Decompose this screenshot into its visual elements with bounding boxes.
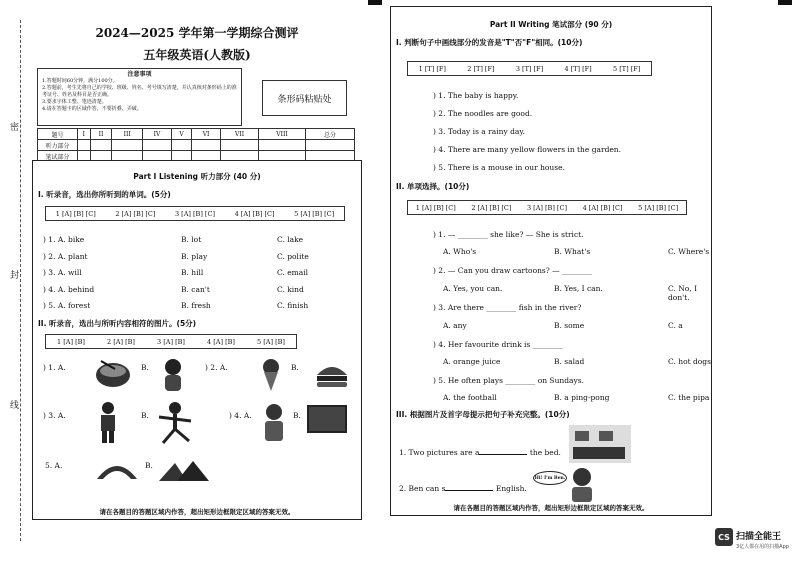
binding-strip xyxy=(0,0,24,561)
app-tagline: 3亿人都在用的扫描App xyxy=(736,544,789,550)
score-cell[interactable] xyxy=(90,140,112,151)
answer-choice[interactable]: 4 [A] [B] [C] xyxy=(234,209,275,218)
question-5: ) 5. A. forest xyxy=(43,301,91,310)
answer-choice[interactable]: 1 [A] [B] [C] xyxy=(55,209,96,218)
note-line: 1.答题时间60分钟，满分100分。 xyxy=(42,78,118,84)
tf-question: ) 1. The baby is happy. xyxy=(433,91,519,100)
note-line: 2.答题前，考生先将自己的学校、班级、姓名、考号填写清楚，并认真核对条形码上的准考证号、姓名及科目是否正确。 xyxy=(42,85,237,98)
answer-choice[interactable]: 2 [A] [B] [C] xyxy=(471,203,512,212)
part1-heading: Part I Listening 听力部分 (40 分) xyxy=(133,172,261,181)
option-a: A. Yes, you can. xyxy=(443,284,503,293)
blackboard-icon xyxy=(305,403,349,437)
section-title: II. 单项选择。(10分) xyxy=(396,182,470,191)
pic-label: ) 3. A. xyxy=(43,411,66,420)
answer-warning: 请在各题目的答题区域内作答，超出矩形边框限定区域的答案无效。 xyxy=(453,504,649,512)
fill-text: 1. Two pictures are a xyxy=(399,448,480,457)
exam-subtitle: 五年级英语(人教版) xyxy=(143,48,251,62)
answer-choice[interactable]: 1 [A] [B] [C] xyxy=(415,203,456,212)
fill-blank[interactable] xyxy=(445,483,493,491)
option-c: C. hot dogs xyxy=(668,357,711,366)
answer-choice[interactable]: 4 [A] [B] xyxy=(207,337,235,346)
pic-label: ) 2. A. xyxy=(205,363,228,372)
bridge-icon xyxy=(95,457,139,481)
pic-label: ) 1. A. xyxy=(43,363,66,372)
tf-question: ) 4. There are many yellow flowers in the garden. xyxy=(433,145,622,154)
option-b: B. some xyxy=(554,321,585,330)
note-line: 3.要求字体工整、笔迹清楚。 xyxy=(42,99,107,105)
registration-mark xyxy=(778,0,792,5)
note-line: 4.请在答题卡的区域作答，不要折叠、弄破。 xyxy=(42,106,142,112)
option-a: A. any xyxy=(443,321,467,330)
notes-heading: 注意事项 xyxy=(127,71,152,78)
option-c: C. the pipa xyxy=(668,393,710,402)
score-header: 总分 xyxy=(305,129,354,140)
score-header: VII xyxy=(221,129,259,140)
score-table xyxy=(37,128,355,162)
seal-char: 封 xyxy=(10,271,20,281)
option-b: B. can't xyxy=(181,285,210,294)
question-4: ) 4. A. behind xyxy=(43,285,95,294)
answer-grid xyxy=(407,200,687,215)
section-title: III. 根据图片及首字母提示把句子补充完整。(10分) xyxy=(396,410,570,419)
option-c: C. Where's xyxy=(668,247,710,256)
option-c: C. email xyxy=(277,268,309,277)
score-header: VI xyxy=(192,129,221,140)
mc-question: ) 5. He often plays ________ on Sundays. xyxy=(433,376,584,385)
option-b: B. lot xyxy=(181,235,202,244)
fill-question xyxy=(399,483,527,493)
section-title: I. 判断句子中画线部分的发音是"T"否"F"相同。(10分) xyxy=(396,38,583,47)
score-header: II xyxy=(90,129,112,140)
answer-choice[interactable]: 5 [A] [B] [C] xyxy=(294,209,335,218)
pic-label: 5. A. xyxy=(45,461,63,470)
fill-blank[interactable] xyxy=(479,447,527,455)
mc-question: ) 1. — ________ she like? — She is strict. xyxy=(433,230,584,239)
ben-icon xyxy=(567,467,597,503)
pic-label: ) 4. A. xyxy=(229,411,252,420)
option-b: B. hill xyxy=(181,268,204,277)
camscanner-logo-icon: CS xyxy=(715,528,733,546)
fill-text: English. xyxy=(495,484,527,493)
exam-title: 2024—2025 学年第一学期综合测评 xyxy=(95,26,299,40)
ice-cream-icon xyxy=(259,357,283,393)
option-b: B. fresh xyxy=(181,301,211,310)
answer-choice[interactable]: 2 [A] [B] xyxy=(107,337,135,346)
tf-question: ) 5. There is a mouse in our house. xyxy=(433,163,565,172)
option-a: A. the football xyxy=(443,393,497,402)
score-row-label: 笔试部分 xyxy=(38,151,78,162)
seal-char: 线 xyxy=(10,401,20,411)
answer-choice[interactable]: 3 [T] [F] xyxy=(515,64,544,73)
answer-warning: 请在各题目的答题区域内作答，超出矩形边框限定区域的答案无效。 xyxy=(99,508,295,516)
score-header: III xyxy=(112,129,143,140)
fill-text: 2. Ben can s xyxy=(399,484,446,493)
score-cell[interactable] xyxy=(171,140,191,151)
option-b: B. salad xyxy=(554,357,585,366)
option-b: B. play xyxy=(181,252,208,261)
option-b: B. Yes, I can. xyxy=(554,284,603,293)
answer-choice[interactable]: 4 [T] [F] xyxy=(564,64,592,73)
boy-icon xyxy=(93,401,123,445)
score-header: 题号 xyxy=(38,129,78,140)
pic-label: B. xyxy=(145,461,153,470)
answer-choice[interactable]: 3 [A] [B] [C] xyxy=(174,209,215,218)
binding-line xyxy=(20,20,21,541)
option-b: B. a ping-pong xyxy=(554,393,610,402)
answer-choice[interactable]: 2 [A] [B] [C] xyxy=(115,209,156,218)
score-header: I xyxy=(78,129,91,140)
score-header: VIII xyxy=(259,129,306,140)
registration-mark xyxy=(368,0,382,5)
score-cell[interactable] xyxy=(142,140,171,151)
girl-icon xyxy=(157,357,189,393)
answer-choice[interactable]: 1 [A] [B] xyxy=(57,337,85,346)
listening-section xyxy=(32,160,362,520)
pic-label: B. xyxy=(141,411,149,420)
answer-choice[interactable]: 4 [A] [B] [C] xyxy=(582,203,623,212)
option-c: C. kind xyxy=(277,285,304,294)
fill-text: the bed. xyxy=(529,448,561,457)
option-c: C. a xyxy=(668,321,683,330)
answer-choice[interactable]: 3 [A] [B] xyxy=(157,337,185,346)
teacher-icon xyxy=(259,403,289,443)
option-b: B. What's xyxy=(554,247,591,256)
pic-label: B. xyxy=(291,363,299,372)
score-header: V xyxy=(171,129,191,140)
answer-choice[interactable]: 5 [A] [B] xyxy=(257,337,285,346)
question-3: ) 3. A. will xyxy=(43,268,82,277)
mountain-icon xyxy=(159,459,209,481)
question-1: ) 1. A. bike xyxy=(43,235,85,244)
option-c: C. No, I don't. xyxy=(668,284,698,302)
burger-icon xyxy=(315,361,349,389)
option-a: A. orange juice xyxy=(443,357,501,366)
score-cell[interactable] xyxy=(78,140,91,151)
seal-char: 密 xyxy=(10,123,20,133)
mc-question: ) 2. — Can you draw cartoons? — ________ xyxy=(433,266,593,275)
mc-question: ) 3. Are there ________ fish in the river? xyxy=(433,303,582,312)
answer-choice[interactable]: 1 [T] [F] xyxy=(418,64,446,73)
option-c: C. finish xyxy=(277,301,309,310)
tf-question: ) 2. The noodles are good. xyxy=(433,109,533,118)
barcode-area: 条形码粘贴处 xyxy=(262,80,347,116)
exam-header xyxy=(32,6,362,161)
score-cell[interactable] xyxy=(192,140,221,151)
pic-label: B. xyxy=(293,411,301,420)
tf-question: ) 3. Today is a rainy day. xyxy=(433,127,525,136)
option-a: A. Who's xyxy=(443,247,477,256)
section-title: I. 听录音，选出你所听到的单词。(5分) xyxy=(38,190,171,199)
score-row-label: 听力部分 xyxy=(38,140,78,151)
part2-heading: Part II Writing 笔试部分 (90 分) xyxy=(489,20,613,29)
answer-grid xyxy=(45,206,345,221)
writing-section xyxy=(390,6,712,516)
bowl-icon xyxy=(93,357,133,391)
option-c: C. polite xyxy=(277,252,309,261)
answer-grid xyxy=(45,334,297,349)
notes-box xyxy=(37,68,242,126)
answer-choice[interactable]: 3 [A] [B] [C] xyxy=(526,203,567,212)
answer-choice[interactable]: 2 [T] [F] xyxy=(467,64,495,73)
score-header: IV xyxy=(142,129,171,140)
option-c: C. lake xyxy=(277,235,304,244)
score-cell[interactable] xyxy=(305,140,354,151)
answer-choice[interactable]: 5 [A] [B] [C] xyxy=(638,203,679,212)
score-cell[interactable] xyxy=(259,140,306,151)
section-title: II. 听录音，选出与所听内容相符的图片。(5分) xyxy=(38,319,197,328)
question-2: ) 2. A. plant xyxy=(43,252,88,261)
score-cell[interactable] xyxy=(112,140,143,151)
answer-grid xyxy=(407,61,652,76)
fill-question xyxy=(399,447,561,457)
pic-label: B. xyxy=(141,363,149,372)
mc-question: ) 4. Her favourite drink is ________ xyxy=(433,340,563,349)
answer-choice[interactable]: 5 [T] [F] xyxy=(613,64,641,73)
speech-bubble: Hi! I'm Ben. xyxy=(533,471,567,485)
bedroom-icon xyxy=(569,425,631,463)
kungfu-icon xyxy=(155,401,195,445)
app-name: 扫描全能王 xyxy=(736,532,782,542)
score-cell[interactable] xyxy=(221,140,259,151)
